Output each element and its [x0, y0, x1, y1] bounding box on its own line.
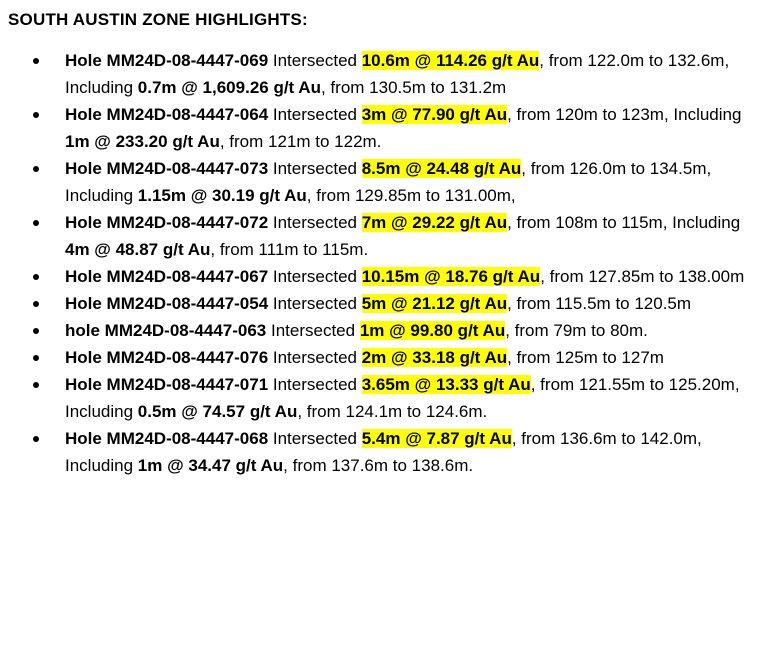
- hole-id: Hole MM24D-08-4447-073: [65, 159, 269, 178]
- list-item: [0, 101, 779, 155]
- intercept-highlight: 5.4m @ 7.87 g/t Au: [361, 429, 512, 448]
- including-prefix: , Including: [65, 159, 712, 205]
- bullet-icon: [33, 274, 39, 280]
- intersect-verb: Intersected: [268, 429, 362, 448]
- hole-id: Hole MM24D-08-4447-054: [65, 294, 269, 313]
- including-value: 1.15m @ 30.19 g/t Au: [137, 186, 307, 205]
- bullet-icon: [33, 166, 39, 172]
- intersect-verb: Intersected: [268, 267, 362, 286]
- including-prefix: , Including: [663, 105, 742, 124]
- intercept-range: , from 136.6m to 142.0m: [511, 429, 698, 448]
- intercept-highlight: 3.65m @ 13.33 g/t Au: [361, 375, 531, 394]
- list-item: [0, 263, 779, 290]
- intercept-highlight: 5m @ 21.12 g/t Au: [361, 294, 508, 313]
- bullet-icon: [33, 328, 39, 334]
- hole-id: Hole MM24D-08-4447-071: [65, 375, 269, 394]
- bullet-icon: [33, 112, 39, 118]
- section-heading: SOUTH AUSTIN ZONE HIGHLIGHTS:: [8, 10, 308, 29]
- including-range: , from 111m to 115m.: [210, 240, 369, 259]
- including-value: 0.7m @ 1,609.26 g/t Au: [137, 78, 321, 97]
- intersect-verb: Intersected: [268, 375, 362, 394]
- list-item: [0, 344, 779, 371]
- intercept-highlight: 2m @ 33.18 g/t Au: [361, 348, 508, 367]
- hole-id: Hole MM24D-08-4447-064: [65, 105, 269, 124]
- including-range: , from 121m to 122m.: [219, 132, 382, 151]
- list-item: [0, 371, 779, 425]
- hole-id: Hole MM24D-08-4447-067: [65, 267, 269, 286]
- list-item: [0, 209, 779, 263]
- intercept-highlight: 8.5m @ 24.48 g/t Au: [361, 159, 522, 178]
- intercept-range: , from 121.55m to 125.20m: [530, 375, 735, 394]
- list-item: [0, 425, 779, 479]
- including-prefix: , Including: [65, 429, 702, 475]
- including-range: , from 137.6m to 138.6m.: [283, 456, 474, 475]
- intercept-range: , from 122.0m to 132.6m: [539, 51, 725, 70]
- intercept-range: , from 127.85m to 138.00m: [540, 267, 745, 286]
- including-range: , from 129.85m to 131.00m,: [306, 186, 516, 205]
- hole-id: Hole MM24D-08-4447-069: [65, 51, 269, 70]
- including-value: 0.5m @ 74.57 g/t Au: [137, 402, 298, 421]
- hole-id: Hole MM24D-08-4447-076: [65, 348, 269, 367]
- intercept-highlight: 7m @ 29.22 g/t Au: [361, 213, 508, 232]
- list-item: [0, 47, 779, 101]
- bullet-icon: [33, 301, 39, 307]
- intersect-verb: Intersected: [268, 105, 362, 124]
- bullet-icon: [33, 436, 39, 442]
- bullet-icon: [33, 220, 39, 226]
- intercept-highlight: 3m @ 77.90 g/t Au: [361, 105, 508, 124]
- intercept-range: , from 125m to 127m: [507, 348, 664, 367]
- list-item: [0, 155, 779, 209]
- intercept-range: , from 126.0m to 134.5m: [521, 159, 707, 178]
- including-range: , from 130.5m to 131.2m: [320, 78, 507, 97]
- highlights-list: [0, 47, 779, 479]
- intersect-verb: Intersected: [268, 213, 362, 232]
- including-prefix: , Including: [662, 213, 741, 232]
- list-item: [0, 290, 779, 317]
- hole-id: Hole MM24D-08-4447-068: [65, 429, 269, 448]
- intersect-verb: Intersected: [266, 321, 360, 340]
- including-prefix: , Including: [65, 51, 730, 97]
- intercept-range: , from 79m to 80m.: [505, 321, 648, 340]
- bullet-icon: [33, 355, 39, 361]
- intercept-highlight: 1m @ 99.80 g/t Au: [359, 321, 506, 340]
- bullet-icon: [33, 382, 39, 388]
- intercept-range: , from 108m to 115m: [507, 213, 663, 232]
- intercept-highlight: 10.6m @ 114.26 g/t Au: [361, 51, 540, 70]
- bullet-icon: [33, 58, 39, 64]
- including-prefix: , Including: [65, 375, 740, 421]
- including-value: 1m @ 233.20 g/t Au: [65, 132, 220, 151]
- intersect-verb: Intersected: [268, 294, 362, 313]
- including-value: 4m @ 48.87 g/t Au: [65, 240, 211, 259]
- intersect-verb: Intersected: [268, 51, 362, 70]
- intersect-verb: Intersected: [268, 348, 362, 367]
- list-item: [0, 317, 779, 344]
- intercept-range: , from 115.5m to 120.5m: [507, 294, 692, 313]
- hole-id: Hole MM24D-08-4447-072: [65, 213, 269, 232]
- including-value: 1m @ 34.47 g/t Au: [137, 456, 284, 475]
- intercept-range: , from 120m to 123m: [507, 105, 664, 124]
- intersect-verb: Intersected: [268, 159, 362, 178]
- hole-id: hole MM24D-08-4447-063: [65, 321, 267, 340]
- intercept-highlight: 10.15m @ 18.76 g/t Au: [361, 267, 541, 286]
- including-range: , from 124.1m to 124.6m.: [297, 402, 488, 421]
